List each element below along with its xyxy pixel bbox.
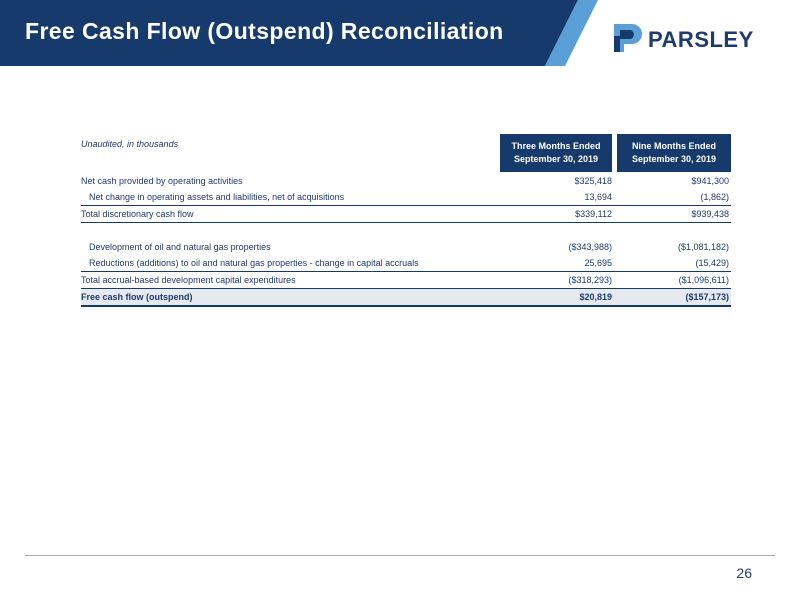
row-value-nine-months: (1,862) (700, 192, 729, 202)
column-header-line1: Three Months Ended (511, 141, 601, 151)
page-title: Free Cash Flow (Outspend) Reconciliation (25, 18, 504, 44)
table-row (81, 239, 731, 255)
row-value-nine-months: ($1,081,182) (677, 242, 729, 252)
column-header-line1: Nine Months Ended (632, 141, 716, 151)
footer-divider (25, 555, 775, 556)
row-label: Total discretionary cash flow (81, 209, 194, 219)
table-row (81, 255, 731, 272)
table-row-total (81, 289, 731, 307)
row-value-three-months: $325,418 (574, 176, 612, 186)
units-note: Unaudited, in thousands (81, 139, 179, 149)
column-header-line2: September 30, 2019 (513, 154, 599, 164)
row-value-three-months: 25,695 (584, 258, 612, 268)
column-header-line2: September 30, 2019 (631, 154, 717, 164)
table-body (81, 173, 731, 307)
row-label: Total accrual-based development capital expenditures (81, 275, 296, 285)
row-label: Reductions (additions) to oil and natural gas properties - change in capital accruals (89, 258, 419, 268)
row-value-nine-months: $939,438 (691, 209, 729, 219)
table-spacer (81, 223, 731, 239)
table-row (81, 189, 731, 206)
page-number: 26 (736, 565, 752, 581)
company-logo (612, 22, 777, 56)
row-value-three-months: $20,819 (579, 292, 612, 302)
parsley-p-logo-icon (612, 22, 644, 54)
row-label: Net cash provided by operating activities (81, 176, 243, 186)
column-header-three-months (500, 134, 612, 172)
row-value-nine-months: (15,429) (695, 258, 729, 268)
row-label: Development of oil and natural gas properties (89, 242, 271, 252)
column-header-nine-months (617, 134, 731, 172)
row-value-nine-months: ($157,173) (685, 292, 729, 302)
table-row-subtotal (81, 272, 731, 289)
row-value-nine-months: $941,300 (691, 176, 729, 186)
row-value-three-months: $339,112 (575, 209, 612, 219)
row-value-three-months: ($318,293) (568, 275, 612, 285)
logo-text: PARSLEY (648, 27, 754, 52)
row-value-nine-months: ($1,096,611) (678, 275, 729, 285)
row-label: Free cash flow (outspend) (81, 292, 193, 302)
row-value-three-months: ($343,988) (568, 242, 612, 252)
table-row (81, 173, 731, 189)
row-value-three-months: 13,694 (584, 192, 612, 202)
table-row-subtotal (81, 206, 731, 223)
row-label: Net change in operating assets and liabilities, net of acquisitions (89, 192, 345, 202)
header-banner (0, 0, 800, 66)
